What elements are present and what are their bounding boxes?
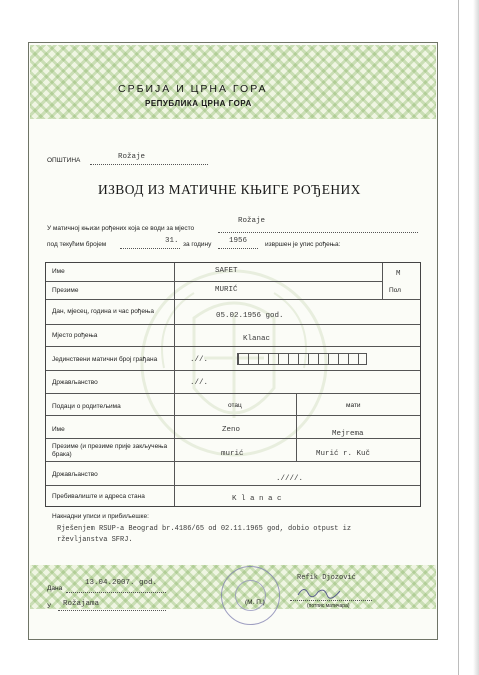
place-line — [58, 610, 166, 611]
parents-label: Подаци о родитељима — [52, 403, 121, 410]
country-heading: СРБИЈА И ЦРНА ГОРА — [118, 83, 268, 95]
mother-column-label: мати — [346, 402, 361, 409]
sex-value: M — [396, 270, 401, 278]
dob-value: 05.02.1956 god. — [216, 312, 284, 320]
sex-label: Пол — [389, 287, 401, 294]
register-year-line — [218, 248, 258, 249]
place-value: Rožajama — [63, 600, 100, 608]
municipality-label: ОПШТИНА — [47, 157, 81, 164]
register-number-line — [120, 248, 180, 249]
scan-edge-shadow — [473, 0, 479, 675]
document-title: ИЗВОД ИЗ МАТИЧНЕ КЊИГЕ РОЂЕНИХ — [98, 182, 361, 197]
date-label: Дана — [47, 585, 63, 592]
surname-value: MURIĆ — [215, 286, 238, 294]
citizenship-label: Држављанство — [52, 379, 98, 386]
father-column-label: отац — [228, 402, 242, 409]
jmbg-label: Јединствени матични број грађана — [52, 356, 158, 363]
surname-label: Презиме — [52, 287, 79, 294]
father-name: Zeno — [222, 426, 241, 434]
mother-surname: Murić r. Kuč — [316, 450, 371, 458]
residence-label: Пребивалиште и адреса стана — [52, 493, 145, 500]
date-value: 13.04.2007. god. — [85, 579, 158, 587]
municipality-value: Rožaje — [118, 153, 146, 161]
residence-value: K l a n a c — [232, 495, 282, 503]
jmbg-value: .//. — [190, 356, 209, 364]
entry-table — [45, 262, 421, 507]
name-value: SAFET — [215, 267, 238, 275]
father-surname: murić — [221, 450, 244, 458]
scan-edge-line — [458, 0, 459, 675]
parent-citizenship-label: Држављанство — [52, 471, 98, 478]
register-line1-label: У матичној књизи рођених која се води за мјесто — [47, 225, 195, 232]
registrar-signature — [296, 583, 342, 601]
signature-line — [290, 600, 372, 601]
register-place-line — [218, 232, 418, 233]
signature-label: (потпис матичара) — [307, 603, 350, 609]
parent-surname-label: Презиме (и презиме прије закључења брака) — [52, 443, 168, 459]
register-number: 31. — [165, 237, 179, 245]
parent-citizenship-value: .////. — [276, 475, 304, 483]
name-label: Име — [52, 268, 65, 275]
register-place: Rožaje — [238, 217, 266, 225]
notes-text-line1: Rješenjem RSUP-a Beograd br.4186/65 od 02.11.1965 god, dobio otpust iz — [57, 525, 352, 533]
dob-label: Дан, мјесец, година и час рођења — [52, 308, 154, 315]
parent-name-label: Име — [52, 426, 65, 433]
date-line — [66, 592, 166, 593]
register-year: 1956 — [229, 237, 248, 245]
register-line2-label-b: за годину — [183, 241, 212, 248]
citizenship-value: .//. — [190, 379, 209, 387]
registrar-name: Refik Djozović — [297, 574, 356, 582]
official-seal — [221, 566, 280, 625]
place-label: У — [47, 603, 52, 610]
notes-text-line2: rževljanstva SFRJ. — [57, 536, 133, 544]
municipality-line — [90, 164, 208, 165]
pob-value: Klanac — [243, 335, 271, 343]
notes-label: Накнадни уписи и прибиљешке: — [52, 513, 149, 520]
republic-heading: РЕПУБЛИКА ЦРНА ГОРА — [145, 99, 252, 108]
pob-label: Мјесто рођења — [52, 332, 98, 339]
seal-label: (М. П.) — [245, 599, 265, 606]
jmbg-digit-boxes — [237, 353, 367, 365]
register-line2-label-c: извршен је упис рођења: — [265, 241, 341, 248]
register-line2-label-a: под текућим бројем — [47, 241, 107, 248]
mother-name: Mejrema — [332, 430, 364, 438]
